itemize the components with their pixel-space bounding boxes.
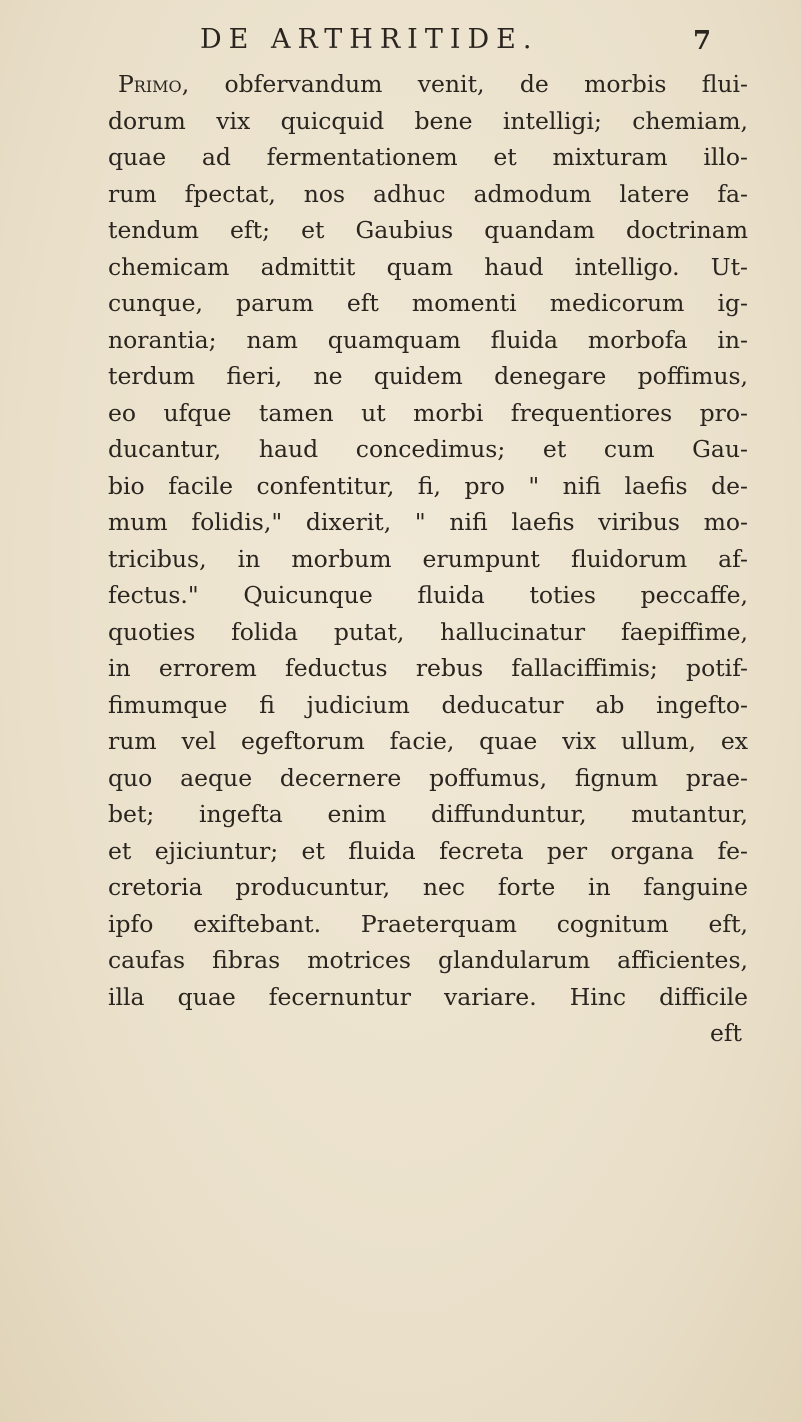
text-line: bio facile confentitur, fi, pro " nifi laefis de- — [108, 471, 748, 500]
text-line: cunque, parum eft momenti medicorum ig- — [108, 289, 748, 317]
text-line: fimumque fi judicium deducatur ab ingefto- — [108, 690, 748, 719]
text-line: cretoria producuntur, nec forte in fanguine — [108, 873, 748, 901]
running-title: DE ARTHRITIDE. — [200, 24, 539, 55]
text-line: mum folidis," dixerit, " nifi laefis viribus mo- — [108, 508, 748, 536]
opening-word: Primo — [118, 70, 182, 98]
text-line: et ejiciuntur; et fluida fecreta per organa fe- — [108, 836, 748, 865]
text-line: in errorem feductus rebus fallaciffimis; potif- — [108, 654, 748, 682]
text-line: quoties folida putat, hallucinatur faepiffime, — [108, 617, 748, 646]
text-line: rum fpectat, nos adhuc admodum latere fa- — [108, 179, 748, 208]
text-line: dorum vix quicquid bene intelligi; chemiam, — [108, 106, 748, 135]
text-line: tricibus, in morbum erumpunt fluidorum af- — [108, 544, 748, 573]
text-line: fectus." Quicunque fluida toties peccaffe, — [108, 581, 748, 609]
text-line: caufas fibras motrices glandularum afficientes, — [108, 946, 748, 974]
text-line: rum vel egeftorum facie, quae vix ullum, ex — [108, 727, 748, 755]
text-line: eo ufque tamen ut morbi frequentiores pro- — [108, 398, 748, 427]
text-line: bet; ingefta enim diffunduntur, mutantur, — [108, 800, 748, 828]
text-line: ducantur, haud concedimus; et cum Gau- — [108, 435, 748, 463]
text-line: norantia; nam quamquam fluida morbofa in- — [108, 325, 748, 354]
text-line: terdum fieri, ne quidem denegare poffimus, — [108, 362, 748, 390]
text-line: illa quae fecernuntur variare. Hinc difficile — [108, 982, 748, 1011]
text-line: quo aeque decernere poffumus, fignum prae- — [108, 763, 748, 792]
text-line: chemicam admittit quam haud intelligo. Ut- — [108, 252, 748, 281]
body-text — [108, 66, 748, 1052]
page-number: 7 — [693, 26, 712, 56]
text-line: ipfo exiftebant. Praeterquam cognitum eft, — [108, 909, 748, 938]
text-line: tendum eft; et Gaubius quandam doctrinam — [108, 216, 748, 244]
text-line: Primo, obfervandum venit, de morbis flui- — [118, 70, 748, 98]
text-line: quae ad fermentationem et mixturam illo- — [108, 143, 748, 171]
page-header — [0, 24, 801, 64]
text-line: eft — [709, 1019, 742, 1047]
